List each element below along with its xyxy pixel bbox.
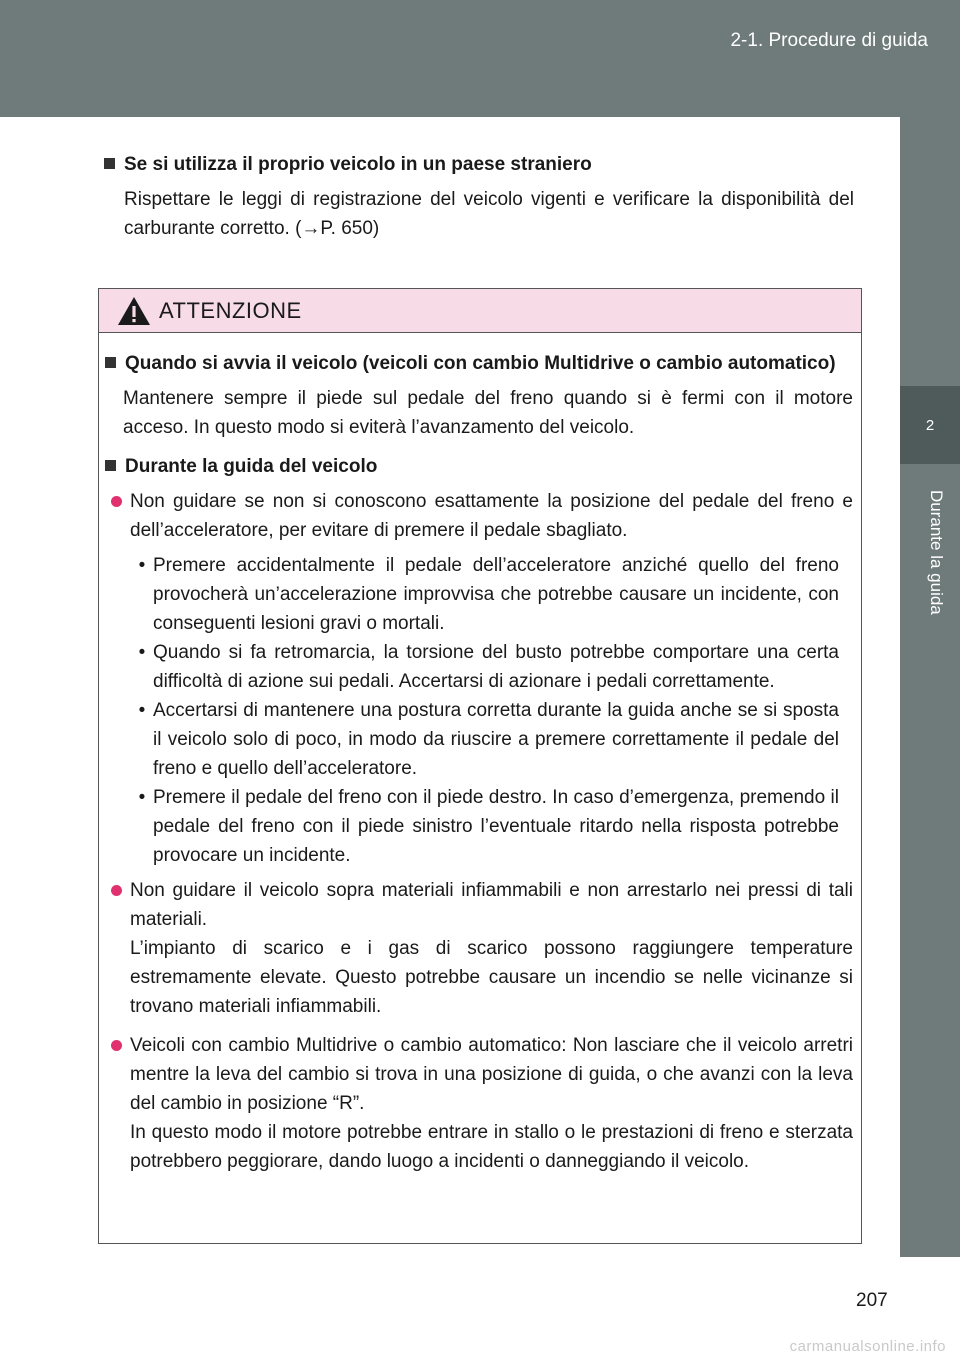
- sub-list-item: • Premere il pedale del freno con il piede destro. In caso d’emergenza, premendo il pedale del freno con il piede sinistro l’eventuale ritardo nella risposta potrebbe provocare un incidente.: [131, 783, 839, 870]
- intro-heading-text: Se si utilizza il proprio veicolo in un paese straniero: [124, 154, 592, 175]
- page-header: [0, 0, 960, 117]
- side-tab: [900, 117, 960, 1257]
- dot-marker: •: [138, 787, 146, 808]
- chapter-label: Durante la guida: [927, 490, 946, 615]
- intro-paragraph: Rispettare le leggi di registrazione del veicolo vigenti e verificare la disponibilità del carburante corretto. (→P. 650): [124, 189, 854, 239]
- square-bullet-icon: [105, 357, 116, 368]
- sub-list-item: • Quando si fa retromarcia, la torsione del busto potrebbe comportare una certa difficoltà di azione sui pedali. Accertarsi di azionare i pedali correttamente.: [131, 638, 839, 696]
- sub-list-item: • Accertarsi di mantenere una postura corretta durante la guida anche se si sposta il veicolo solo di poco, in modo da riuscire a premere correttamente il pedale del freno e quello dell’acceleratore.: [131, 696, 839, 783]
- warning-header: [99, 289, 861, 333]
- sub-list: [131, 551, 839, 870]
- dot-marker: •: [138, 555, 146, 576]
- warning-triangle-icon: [117, 296, 151, 326]
- dot-marker: •: [138, 642, 146, 663]
- warning-title: ATTENZIONE: [159, 297, 302, 323]
- warning-body: [99, 333, 861, 1176]
- page-number: 207: [856, 1290, 888, 1311]
- chapter-number: 2: [900, 386, 960, 464]
- intro-heading: [104, 150, 854, 179]
- list-item: Non guidare il veicolo sopra materiali infiammabili e non arrestarlo nei pressi di tali materiali. L’impianto di scarico e i gas di scarico possono raggiungere temperature estremamente elevate. Questo potrebbe causare un incendio se nelle vicinanze si trovano materiali infiammabili.: [111, 876, 853, 1021]
- intro-section: [104, 150, 854, 243]
- section-title: 2-1. Procedure di guida: [730, 30, 928, 51]
- warning-section2-heading: Durante la guida del veicolo: [105, 452, 853, 481]
- round-bullet-icon: [111, 1040, 122, 1051]
- warning-section1-text: Mantenere sempre il piede sul pedale del freno quando si è fermi con il motore acceso. In questo modo si eviterà l’avanzamento del veicolo.: [123, 388, 853, 438]
- round-bullet-icon: [111, 885, 122, 896]
- list-item: Non guidare se non si conoscono esattamente la posizione del pedale del freno e dell’acceleratore, per evitare di premere il pedale sbagliato.: [111, 487, 853, 545]
- warning-section1-heading: Quando si avvia il veicolo (veicoli con cambio Multidrive o cambio automatico): [105, 349, 853, 378]
- round-bullet-icon: [111, 496, 122, 507]
- sub-list-item: • Premere accidentalmente il pedale dell’acceleratore anziché quello del freno provocherà un’accelerazione improvvisa che potrebbe causare un incidente, con conseguenti lesioni gravi o mortali.: [131, 551, 839, 638]
- warning-box: [98, 288, 862, 1244]
- square-bullet-icon: [105, 460, 116, 471]
- square-bullet-icon: [104, 158, 115, 169]
- dot-marker: •: [138, 700, 146, 721]
- list-item: Veicoli con cambio Multidrive o cambio automatico: Non lasciare che il veicolo arretri mentre la leva del cambio si trova in una posizione di guida, o che avanzi con la leva del cambio in posizione “R”. In questo modo il motore potrebbe entrare in stallo o le prestazioni di freno e sterzata potrebbero peggiorare, dando luogo a incidenti o danneggiando il veicolo.: [111, 1031, 853, 1176]
- watermark: carmanualsonline.info: [789, 1338, 946, 1355]
